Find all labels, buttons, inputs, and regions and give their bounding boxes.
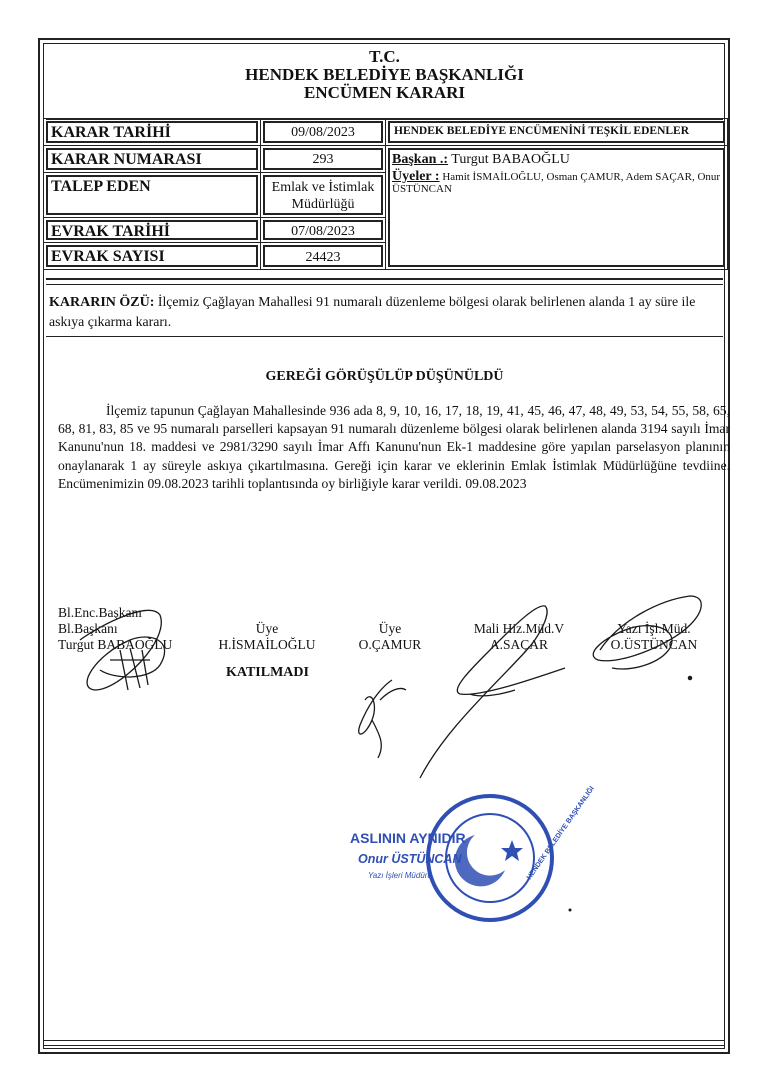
- sig-member1-role: Üye: [255, 621, 279, 636]
- sig-member4-role: Yazı İşl.Müd.: [617, 621, 691, 636]
- value-karar-tarihi: 09/08/2023: [263, 121, 383, 143]
- sig-member2-role: Üye: [378, 621, 402, 636]
- summary-text: İlçemiz Çağlayan Mahallesi 91 numaralı düzenleme bölgesi olarak belirlenen alanda 1 ay süre ile askıya çıkarma kararı.: [49, 294, 696, 329]
- chair-name: Turgut BABAOĞLU: [451, 152, 570, 167]
- value-evrak-tarihi: 07/08/2023: [263, 220, 383, 240]
- sig-member2-name: O.ÇAMUR: [358, 637, 422, 652]
- label-evrak-sayisi: EVRAK SAYISI: [46, 245, 258, 267]
- label-talep-eden: TALEP EDEN: [46, 175, 258, 215]
- sig-chair-line2: Bl.Başkanı: [58, 621, 118, 636]
- value-talep-eden: Emlak ve İstimlak Müdürlüğü: [263, 175, 383, 215]
- sig-chair-name: Turgut BABAOĞLU: [58, 637, 173, 652]
- decision-body-text: İlçemiz tapunun Çağlayan Mahallesinde 936 ada 8, 9, 10, 16, 17, 18, 19, 41, 45, 46, 47, 48, 49, 53, 54, 55, 58, 65, 68, 81, 83, 85 ve 95 numaralı parselleri kapsayan 91 numaralı düzenleme bölgesi olarak belirlenen alanda 3194 sayılı İmar Kanunu'nun 18. maddesi ve 2981/3290 sayılı İmar Affı Kanunu'nun Ek-1 maddesine göre yapılan parselasyon planının onaylanarak 1 ay süreyle askıya çıkartılmasına. Gereği için karar ve eklerinin Emlak İstimlak Müdürlüğüne tevdiine. Encümenimizin 09.08.2023 tarihli toplantısında oy birliğiyle karar verildi. 09.08.2023: [58, 403, 730, 491]
- stamp-line2: Onur ÜSTÜNCAN: [358, 852, 462, 866]
- absent-note: KATILMADI: [226, 665, 309, 680]
- header-municipality: HENDEK BELEDİYE BAŞKANLIĞI: [245, 65, 524, 84]
- sig-member4-name: O.ÜSTÜNCAN: [610, 637, 698, 652]
- sig-chair-line1: Bl.Enc.Başkanı: [58, 605, 142, 620]
- header-doc-type: ENCÜMEN KARARI: [303, 83, 466, 102]
- council-title: HENDEK BELEDİYE ENCÜMENİNİ TEŞKİL EDENLER: [388, 121, 725, 143]
- summary-label: KARARIN ÖZÜ:: [49, 295, 155, 310]
- sig-member3-name: A.SAÇAR: [489, 637, 549, 652]
- value-evrak-sayisi: 24423: [263, 245, 383, 267]
- chair-label: Başkan .:: [392, 152, 449, 167]
- sig-member3-role: Mali Hiz.Müd.V: [473, 621, 565, 636]
- stamp-line1: ASLININ AYNIDIR: [350, 830, 466, 846]
- sig-member1-name: H.İSMAİLOĞLU: [218, 637, 316, 652]
- official-stamp: [350, 784, 596, 920]
- handwritten-signatures: [80, 596, 701, 778]
- members-label: Üyeler :: [392, 169, 440, 184]
- label-karar-tarihi: KARAR TARİHİ: [46, 121, 258, 143]
- label-karar-numarasi: KARAR NUMARASI: [46, 148, 258, 170]
- header-tc: T.C.: [369, 47, 400, 66]
- section-heading: GEREĞİ GÖRÜŞÜLÜP DÜŞÜNÜLDÜ: [265, 369, 504, 384]
- members-names: Hamit İSMAİLOĞLU, Osman ÇAMUR, Adem SAÇAR, Onur ÜSTÜNCAN: [392, 171, 721, 195]
- stamp-seal-text: HENDEK BELEDİYE BAŞKANLIĞI: [525, 785, 596, 882]
- label-evrak-tarihi: EVRAK TARİHİ: [46, 220, 258, 240]
- value-karar-numarasi: 293: [263, 148, 383, 170]
- stamp-line3: Yazı İşleri Müdürü: [368, 871, 432, 880]
